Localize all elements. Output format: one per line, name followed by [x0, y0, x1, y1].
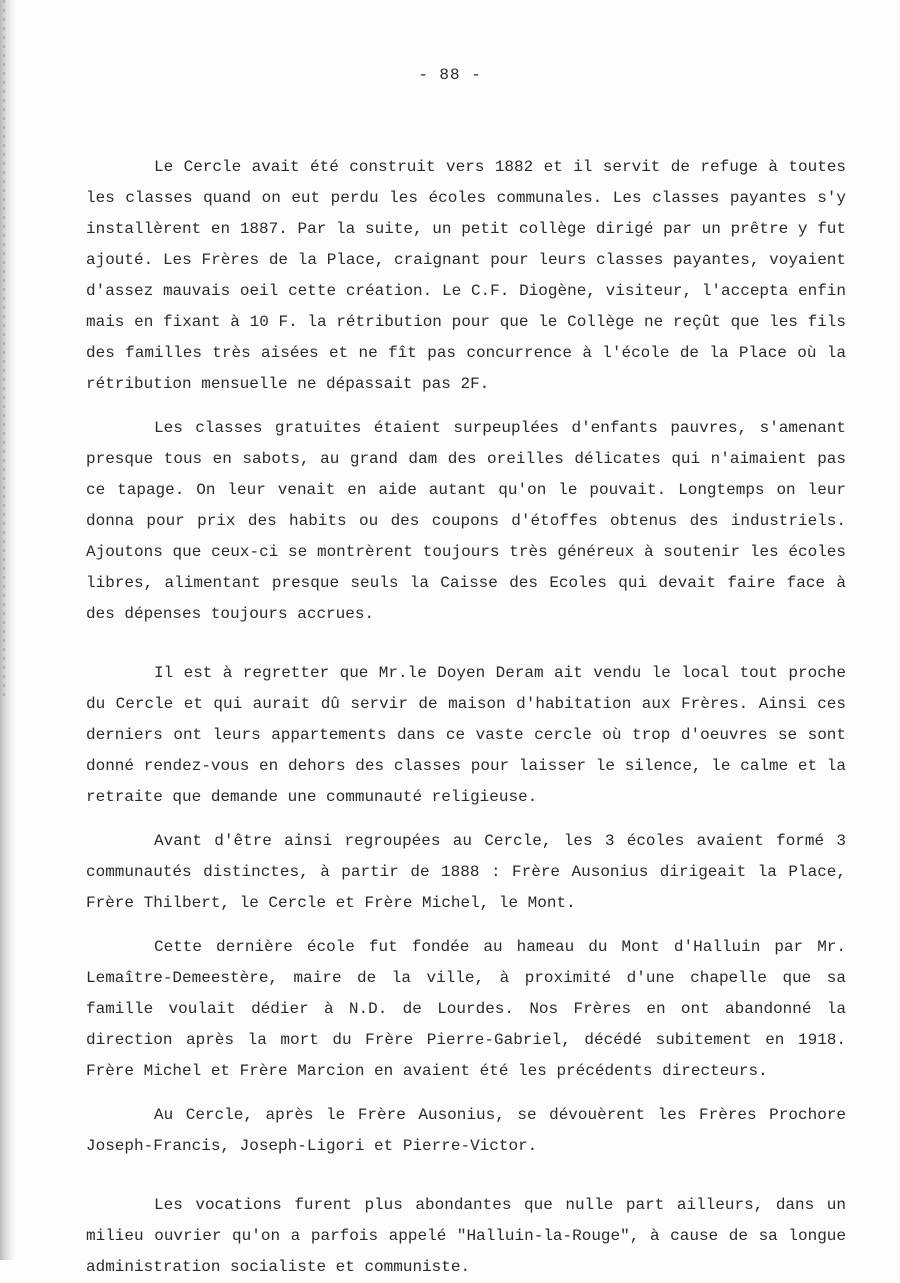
paragraph-cercle-brothers: Au Cercle, après le Frère Ausonius, se dévouèrent les Frères Prochore Joseph-Francis, Joseph-Ligori et Pierre-Victor. [86, 1106, 846, 1155]
paragraph-three-schools: Avant d'être ainsi regroupées au Cercle, les 3 écoles avaient formé 3 communautés distinctes, à partir de 1888 : Frère Ausonius dirigeait la Place, Frère Thilbert, le Cercle et Frère Michel, le Mont. [86, 832, 846, 912]
scan-edge [0, 0, 16, 1260]
document-body [86, 152, 846, 1283]
paragraph-vocations: Les vocations furent plus abondantes que nulle part ailleurs, dans un milieu ouvrier qu'on a parfois appelé "Halluin-la-Rouge", à cause de sa longue administration socialiste et communiste. [86, 1196, 846, 1276]
paragraph-mont-school: Cette dernière école fut fondée au hameau du Mont d'Halluin par Mr. Lemaître-Demeestère, maire de la ville, à proximité d'une chapelle que sa famille voulait dédier à N.D. de Lourdes. Nos Frères en ont abandonné la direction après la mort du Frère Pierre-Gabriel, décédé subitement en 1918. Frère Michel et Frère Marcion en avaient été les précédents directeurs. [86, 938, 846, 1080]
page-number: - 88 - [418, 66, 482, 84]
paragraph-cercle-history: Le Cercle avait été construit vers 1882 et il servit de refuge à toutes les classes quand on eut perdu les écoles communales. Les classes payantes s'y installèrent en 1887. Par la suite, un petit collège dirigé par un prêtre y fut ajouté. Les Frères de la Place, craignant pour leurs classes payantes, voyaient d'assez mauvais oeil cette création. Le C.F. Diogène, visiteur, l'accepta enfin mais en fixant à 10 F. la rétribution pour que le Collège ne reçût que les fils des familles très aisées et ne fît pas concurrence à l'école de la Place où la rétribution mensuelle ne dépassait pas 2F. [86, 158, 846, 393]
paragraph-free-classes: Les classes gratuites étaient surpeuplées d'enfants pauvres, s'amenant presque tous en sabots, au grand dam des oreilles délicates qui n'aimaient pas ce tapage. On leur venait en aide autant qu'on le pouvait. Longtemps on leur donna pour prix des habits ou des coupons d'étoffes obtenus des industriels. Ajoutons que ceux-ci se montrèrent toujours très généreux à soutenir les écoles libres, alimentant presque seuls la Caisse des Ecoles qui devait faire face à des dépenses toujours accrues. [86, 419, 846, 623]
paragraph-local-sold: Il est à regretter que Mr.le Doyen Deram ait vendu le local tout proche du Cercle et qui aurait dû servir de maison d'habitation aux Frères. Ainsi ces derniers ont leurs appartements dans ce vaste cercle où trop d'oeuvres se sont donné rendez-vous en dehors des classes pour laisser le silence, le calme et la retraite que demande une communauté religieuse. [86, 664, 846, 806]
